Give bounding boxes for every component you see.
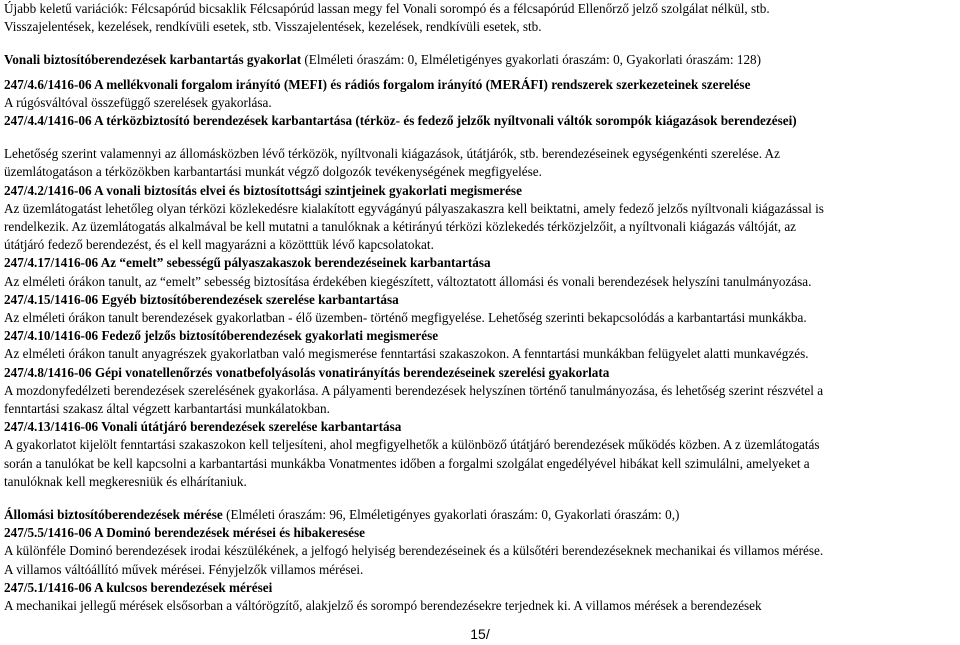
item-4-17-heading: 247/4.17/1416-06 Az “emelt” sebességű pályaszakaszok berendezéseinek karbantartása bbox=[4, 255, 491, 271]
measurement-section-header bbox=[4, 506, 956, 524]
item-5-5-text-2: A villamos váltóállító művek mérései. Fényjelzők villamos mérései. bbox=[4, 561, 364, 577]
maintenance-section-title: Vonali biztosítóberendezések karbantartás gyakorlat bbox=[4, 52, 302, 68]
item-4-4-heading: 247/4.4/1416-06 A térközbiztosító berendezések karbantartása (térköz- és fedező jelzők nyíltvonali váltók sorompók kiágazások berendezései) bbox=[4, 113, 797, 129]
item-4-13-text-1: A gyakorlatot kijelölt fenntartási szakaszokon kell teljesíteni, ahol megfigyelhetők a különböző útátjáró berendezések működés közben. A z üzemlátogatás bbox=[4, 437, 820, 453]
item-4-2-heading: 247/4.2/1416-06 A vonali biztosítás elvei és biztosítottsági szintjeinek gyakorlati megismerése bbox=[4, 182, 522, 198]
page-number: 15/ bbox=[470, 626, 490, 642]
item-4-4-text-2: üzemlátogatáson a térközökben karbantartási munkát végző dolgozók tevékenységének megfigyelése. bbox=[4, 164, 542, 180]
item-5-5-heading: 247/5.5/1416-06 A Dominó berendezések mérései és hibakeresése bbox=[4, 525, 366, 541]
measurement-section-hours: (Elméleti óraszám: 96, Elméletigényes gyakorlati óraszám: 0, Gyakorlati óraszám: 0,) bbox=[222, 507, 680, 523]
maintenance-section-header bbox=[4, 51, 956, 69]
measurement-section-title: Állomási biztosítóberendezések mérése bbox=[4, 507, 223, 523]
intro-line-2: Visszajelentések, kezelések, rendkívüli esetek, stb. Visszajelentések, kezelések, rendkívüli esetek, stb. bbox=[4, 19, 542, 35]
item-4-13-text-2: során a tanulókat be kell kapcsolni a karbantartási munkákba Vonatmentes időben a forgalmi szolgálat engedélyével hibákat kell szimulálni, amelyeket a bbox=[4, 455, 810, 471]
item-4-17-text-1: Az elméleti órákon tanult, az “emelt” sebesség biztosítása érdekében kiegészített, változtatott állomási és vonali berendezések helyszíni tanulmányozása. bbox=[4, 273, 812, 289]
intro-line-1: Újabb keletű variációk: Félcsapórúd bicsaklik Félcsapórúd lassan megy fel Vonali sorompó és a félcsapórúd Ellenőrző jelző szolgálat nélkül, stb. bbox=[4, 1, 770, 16]
item-4-8-heading: 247/4.8/1416-06 Gépi vonatellenőrzés vonatbefolyásolás vonatirányítás berendezéseinek szerelési gyakorlata bbox=[4, 364, 610, 380]
item-4-4-text-1: Lehetőség szerint valamennyi az állomásközben lévő térközök, nyíltvonali kiágazások, útátjárók, stb. berendezéseinek egységenkénti szerelése. Az bbox=[4, 146, 780, 162]
item-4-15-heading: 247/4.15/1416-06 Egyéb biztosítóberendezések szerelése karbantartása bbox=[4, 291, 399, 307]
item-4-15-text-1: Az elméleti órákon tanult berendezések gyakorlatban - élő üzemben- történő megfigyelése. Lehetőség szerinti bekapcsolódás a karbantartási munkákba. bbox=[4, 310, 807, 326]
item-4-2-text-3: útátjáró fedező berendezést, és el kell magyarázni a közötttük lévő kapcsolatokat. bbox=[4, 237, 434, 253]
item-4-13-heading: 247/4.13/1416-06 Vonali útátjáró berendezések szerelése karbantartása bbox=[4, 419, 402, 435]
item-4-8-text-2: fenntartási szakasz által végzett karbantartási munkálatokban. bbox=[4, 401, 330, 417]
item-4-2-text-2: rendelkezik. Az üzemlátogatás alkalmával be kell mutatni a tanulóknak a kétirányú térközi közlekedés térközjelzőit, a nyíltvonali kiágazás váltóját, az bbox=[4, 219, 797, 235]
item-4-10-heading: 247/4.10/1416-06 Fedező jelzős biztosítóberendezések gyakorlati megismerése bbox=[4, 328, 439, 344]
item-5-5-text-1: A különféle Dominó berendezések irodai készülékének, a jelfogó helyiség berendezéseinek és a külsőtéri berendezéseknek mechanikai és villamos mérése. bbox=[4, 543, 824, 559]
maintenance-section-hours: (Elméleti óraszám: 0, Elméletigényes gyakorlati óraszám: 0, Gyakorlati óraszám: 128) bbox=[301, 52, 762, 68]
item-5-1-text-1: A mechanikai jellegű mérések elsősorban a váltórögzítő, alakjelző és sorompó berendezésekre terjednek ki. A villamos mérések a berendezések bbox=[4, 598, 762, 614]
item-4-10-text-1: Az elméleti órákon tanult anyagrészek gyakorlatban való megismerése fenntartási szakaszokon. A fenntartási munkákban felügyelet alatti munkavégzés. bbox=[4, 346, 809, 362]
item-4-6-heading: 247/4.6/1416-06 A mellékvonali forgalom irányító (MEFI) és rádiós forgalom irányító (MERÁFI) rendszerek szerkezeteinek szerelése bbox=[4, 76, 751, 92]
item-5-1-heading: 247/5.1/1416-06 A kulcsos berendezések mérései bbox=[4, 579, 273, 595]
item-4-8-text-1: A mozdonyfedélzeti berendezések szerelésének gyakorlása. A pályamenti berendezések helyszínen történő tanulmányozása, és lehetőség szerint részvétel a bbox=[4, 382, 824, 398]
document-page bbox=[4, 0, 956, 615]
item-4-13-text-3: tanulóknak kell megkeresniük és elhárítaniuk. bbox=[4, 473, 247, 489]
item-4-6-text: A rúgósváltóval összefüggő szerelések gyakorlása. bbox=[4, 94, 272, 110]
item-4-2-text-1: Az üzemlátogatást lehetőleg olyan térközi közlekedésre kialakított egyvágányú pályaszakaszra kell beiktatni, amely fedező jelzős nyíltvonali kiágazással is bbox=[4, 200, 824, 216]
